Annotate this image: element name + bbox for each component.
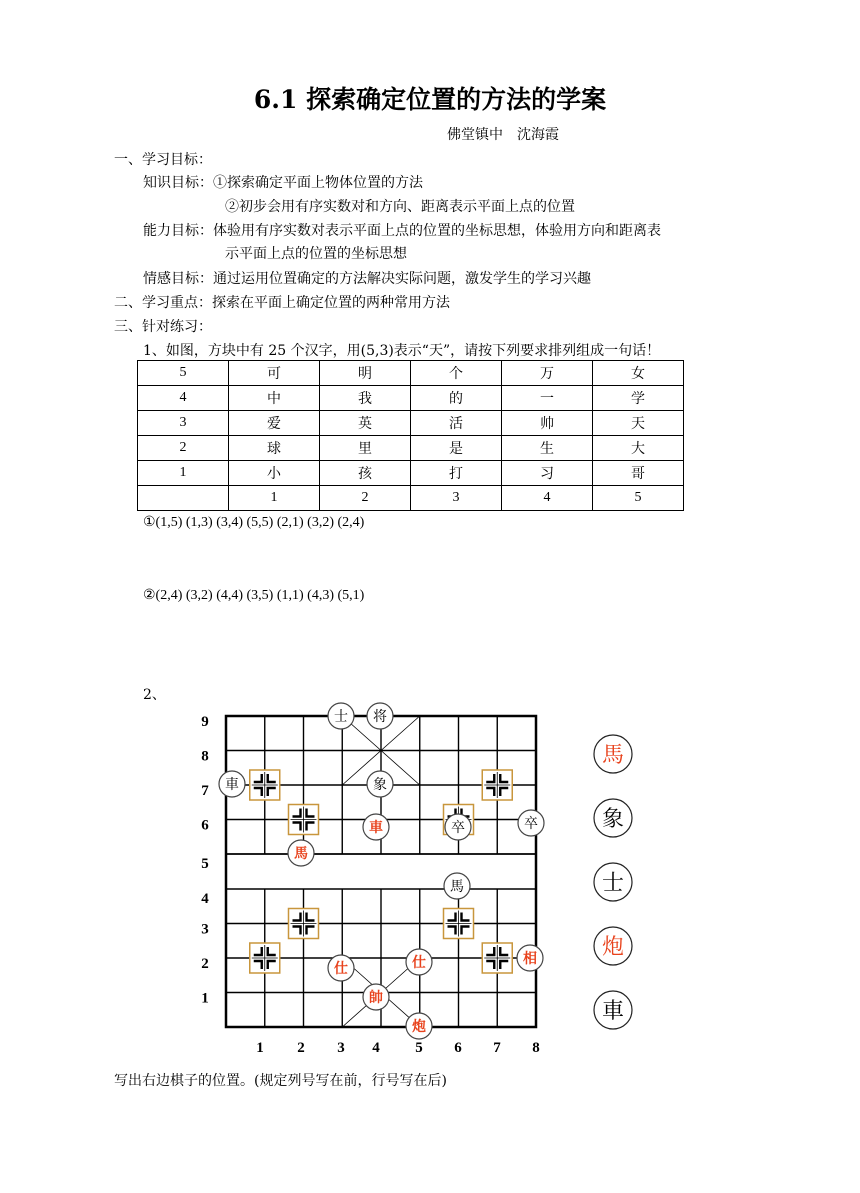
side-piece-label: 象 — [601, 807, 625, 832]
ability-goal-2: 示平面上点的位置的坐标思想 — [225, 246, 407, 262]
chess-piece-label: 卒 — [524, 816, 538, 832]
grid-row — [138, 411, 684, 436]
row-label: 4 — [201, 891, 209, 907]
row-label: 5 — [201, 856, 209, 872]
chess-piece-label: 車 — [225, 777, 239, 793]
grid-cell: 里 — [320, 436, 411, 461]
column-label: 1 — [256, 1040, 264, 1056]
chess-piece-label: 象 — [373, 777, 387, 793]
grid-cell: 大 — [593, 436, 684, 461]
chess-piece-label: 馬 — [294, 846, 308, 862]
grid-cell: 我 — [320, 386, 411, 411]
grid-cell: 哥 — [593, 461, 684, 486]
grid-row — [138, 361, 684, 386]
grid-axis-label — [138, 486, 229, 511]
question-1: 1、如图，方块中有 25 个汉字，用(5,3)表示“天”，请按下列要求排列组成一句话！ — [143, 343, 661, 359]
row-label: 8 — [201, 748, 209, 765]
emotion-goal: 情感目标：通过运用位置确定的方法解决实际问题，激发学生的学习兴趣 — [143, 271, 591, 287]
grid-axis-label: 1 — [138, 461, 229, 486]
column-label: 3 — [337, 1040, 345, 1056]
chess-piece-label: 相 — [523, 951, 537, 967]
question-2: 2、 — [143, 687, 166, 703]
side-piece-label: 炮 — [601, 935, 625, 960]
grid-axis-label: 5 — [138, 361, 229, 386]
grid-axis-label: 5 — [593, 486, 684, 511]
chess-piece-label: 仕 — [334, 961, 348, 977]
grid-axis-label: 4 — [502, 486, 593, 511]
ability-goal-1: 能力目标：体验用有序实数对表示平面上点的位置的坐标思想，体验用方向和距离表 — [143, 223, 661, 239]
grid-cell: 生 — [502, 436, 593, 461]
knowledge-goal-1: 知识目标：①探索确定平面上物体位置的方法 — [143, 175, 423, 191]
side-piece-label: 馬 — [601, 743, 625, 768]
grid-cell: 天 — [593, 411, 684, 436]
chess-piece-label: 卒 — [451, 820, 465, 836]
author-line: 佛堂镇中 沈海霞 — [447, 127, 559, 143]
row-label: 6 — [201, 817, 209, 834]
grid-cell: 万 — [502, 361, 593, 386]
grid-cell: 小 — [229, 461, 320, 486]
grid-cell: 学 — [593, 386, 684, 411]
chess-piece-label: 車 — [369, 820, 383, 836]
row-label: 3 — [201, 921, 209, 938]
grid-cell: 英 — [320, 411, 411, 436]
column-label: 6 — [454, 1040, 462, 1056]
grid-cell: 是 — [411, 436, 502, 461]
grid-row — [138, 486, 684, 511]
chess-piece-label: 帥 — [369, 990, 383, 1006]
column-label: 8 — [532, 1040, 540, 1056]
grid-cell: 一 — [502, 386, 593, 411]
chess-piece-label: 炮 — [412, 1019, 426, 1035]
grid-cell: 的 — [411, 386, 502, 411]
column-label: 2 — [297, 1040, 305, 1056]
grid-cell: 爱 — [229, 411, 320, 436]
question-1b: ②(2,4) (3,2) (4,4) (3,5) (1,1) (4,3) (5,1) — [143, 588, 365, 603]
section-goals: 一、学习目标： — [114, 152, 212, 168]
section-practice: 三、针对练习： — [114, 319, 212, 335]
row-label: 7 — [201, 783, 209, 799]
grid-cell: 习 — [502, 461, 593, 486]
grid-cell: 帅 — [502, 411, 593, 436]
chess-piece-label: 士 — [334, 709, 348, 725]
question-1a: ①(1,5) (1,3) (3,4) (5,5) (2,1) (3,2) (2,4) — [143, 515, 365, 530]
grid-cell: 孩 — [320, 461, 411, 486]
grid-cell: 球 — [229, 436, 320, 461]
grid-cell: 打 — [411, 461, 502, 486]
grid-cell: 中 — [229, 386, 320, 411]
grid-axis-label: 1 — [229, 486, 320, 511]
grid-cell: 女 — [593, 361, 684, 386]
chess-board — [190, 700, 555, 1060]
character-grid — [137, 360, 684, 511]
row-label: 9 — [201, 714, 209, 730]
grid-cell: 明 — [320, 361, 411, 386]
side-piece-label: 士 — [601, 871, 625, 896]
chess-piece-label: 仕 — [412, 955, 426, 971]
side-pieces — [590, 732, 640, 1042]
grid-row — [138, 461, 684, 486]
grid-axis-label: 2 — [320, 486, 411, 511]
grid-row — [138, 386, 684, 411]
row-label: 1 — [201, 990, 209, 1007]
knowledge-goal-2: ②初步会用有序实数对和方向、距离表示平面上点的位置 — [225, 199, 575, 215]
grid-axis-label: 2 — [138, 436, 229, 461]
column-label: 4 — [372, 1040, 380, 1056]
column-label: 7 — [493, 1040, 501, 1056]
grid-axis-label: 3 — [138, 411, 229, 436]
side-piece-label: 車 — [601, 999, 625, 1024]
grid-row — [138, 436, 684, 461]
chess-piece-label: 将 — [373, 709, 387, 725]
column-label: 5 — [415, 1040, 423, 1056]
question-2-text: 写出右边棋子的位置。(规定列号写在前，行号写在后) — [114, 1073, 447, 1089]
grid-cell: 活 — [411, 411, 502, 436]
section-focus: 二、学习重点：探索在平面上确定位置的两种常用方法 — [114, 295, 450, 311]
grid-cell: 可 — [229, 361, 320, 386]
grid-axis-label: 4 — [138, 386, 229, 411]
row-label: 2 — [201, 956, 209, 972]
page-title: 6.1 探索确定位置的方法的学案 — [253, 85, 607, 114]
chess-piece-label: 馬 — [450, 879, 464, 895]
grid-cell: 个 — [411, 361, 502, 386]
grid-axis-label: 3 — [411, 486, 502, 511]
